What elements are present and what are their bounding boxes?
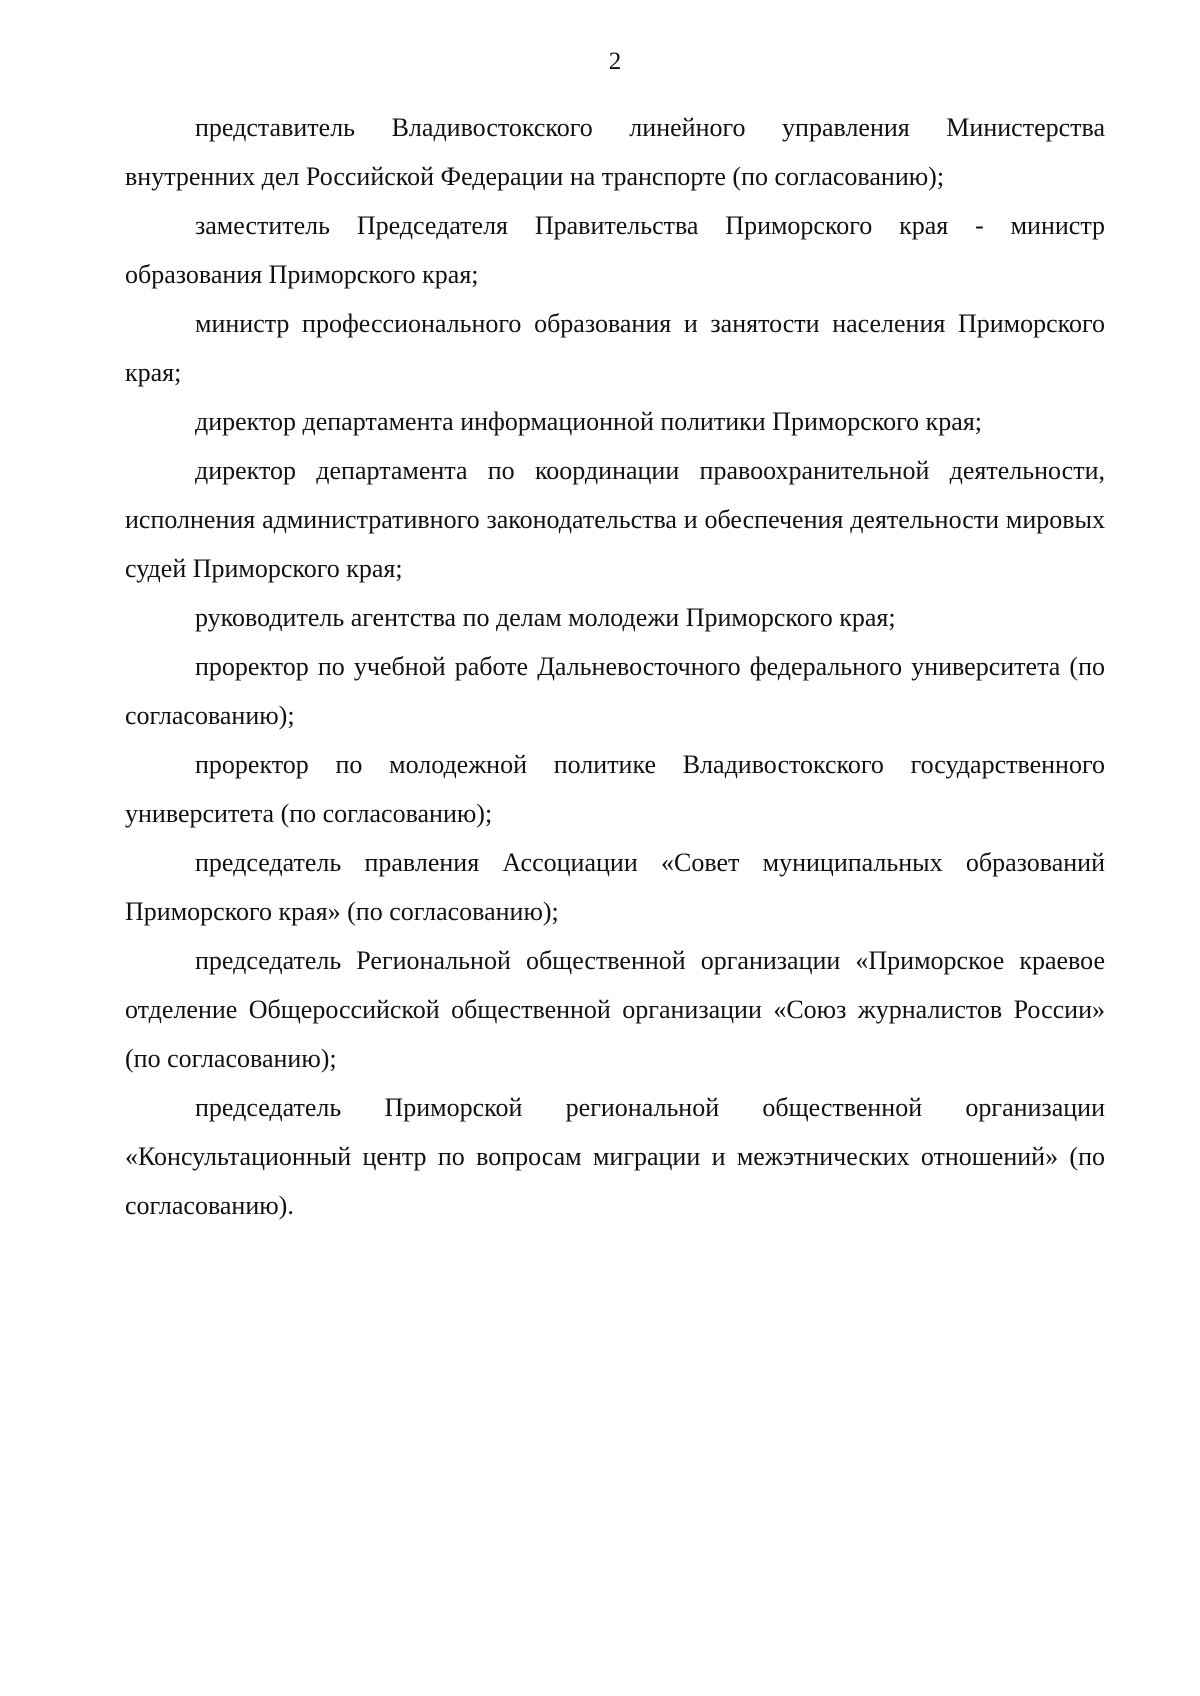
paragraph-fefu-vice-rector: проректор по учебной работе Дальневосточного федерального университета (по согласованию); bbox=[125, 652, 1105, 730]
paragraph-municipal-council-chairman: председатель правления Ассоциации «Совет муниципальных образований Приморского края» (по согласованию); bbox=[125, 848, 1105, 926]
paragraph-deputy-chairman-education-minister: заместитель Председателя Правительства Приморского края - министр образования Приморского края; bbox=[125, 211, 1105, 289]
document-body bbox=[125, 103, 1105, 1230]
paragraph-law-enforcement-coordination-director: директор департамента по координации правоохранительной деятельности, исполнения административного законодательства и обеспечения деятельности мировых судей Приморского края; bbox=[125, 456, 1105, 583]
paragraph-vvsu-vice-rector: проректор по молодежной политике Владивостокского государственного университета (по согласованию); bbox=[125, 750, 1105, 828]
paragraph-migration-center-chairman: председатель Приморской региональной общественной организации «Консультационный центр по вопросам миграции и межэтнических отношений» (по согласованию). bbox=[125, 1093, 1105, 1220]
page-number: 2 bbox=[608, 48, 622, 75]
paragraph-transport-police-representative: представитель Владивостокского линейного управления Министерства внутренних дел Российской Федерации на транспорте (по согласованию); bbox=[125, 113, 1105, 191]
paragraph-professional-education-minister: министр профессионального образования и занятости населения Приморского края; bbox=[125, 309, 1105, 387]
paragraph-journalists-union-chairman: председатель Региональной общественной организации «Приморское краевое отделение Общероссийской общественной организации «Союз журналистов России» (по согласованию); bbox=[125, 946, 1105, 1073]
paragraph-youth-agency-head: руководитель агентства по делам молодежи Приморского края; bbox=[195, 603, 896, 632]
paragraph-information-policy-director: директор департамента информационной политики Приморского края; bbox=[195, 407, 983, 436]
